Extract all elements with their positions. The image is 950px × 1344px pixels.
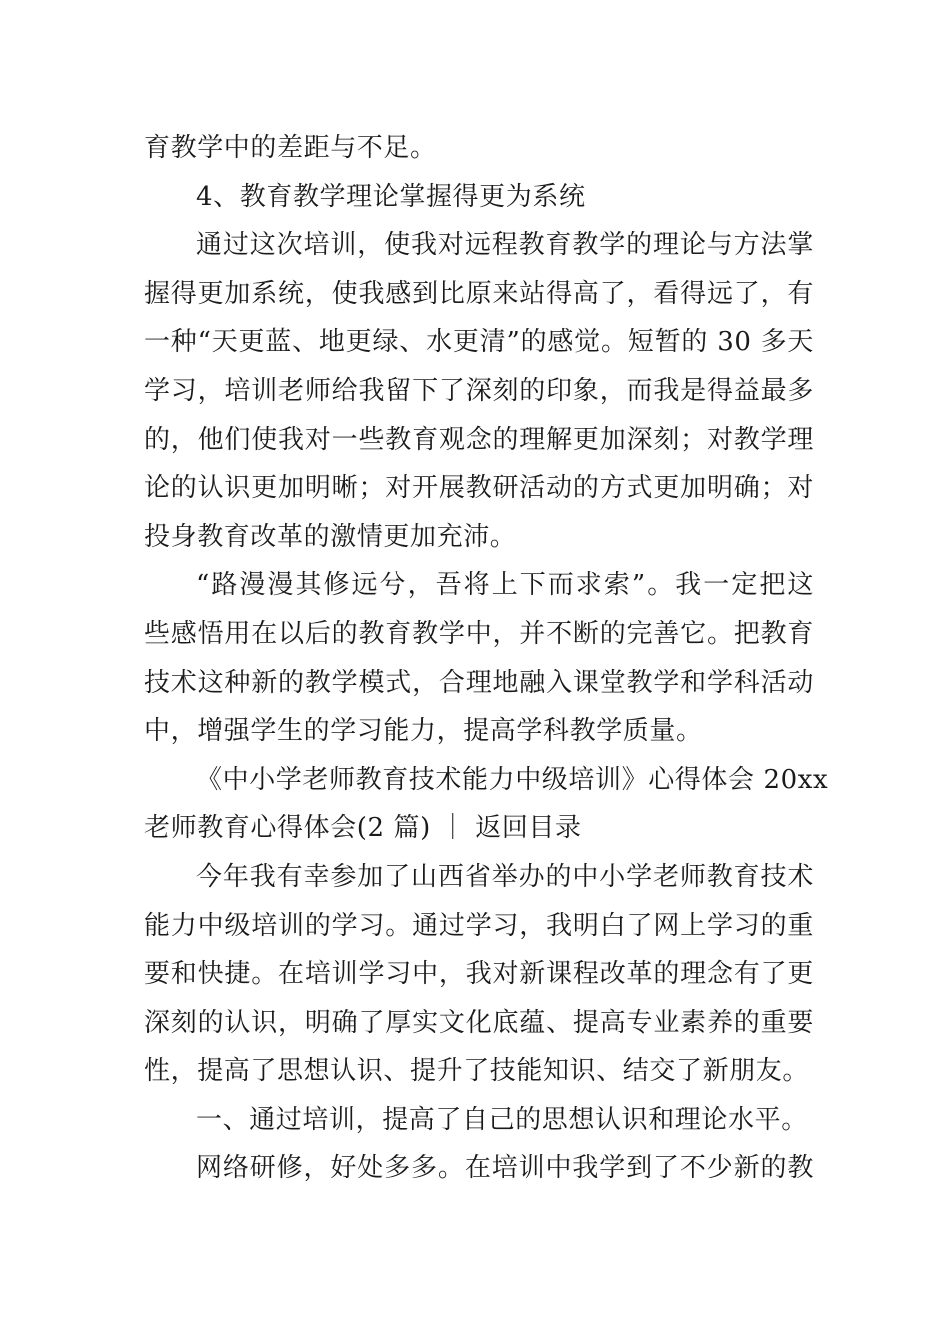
text-line: 要和快捷。在培训学习中，我对新课程改革的理念有了更	[144, 959, 814, 990]
article-title-link[interactable]: 《中小学老师教育技术能力中级培训》心得体会 20xx	[196, 764, 829, 795]
text-line: 通过这次培训，使我对远程教育教学的理论与方法掌	[196, 230, 814, 261]
text-line: 深刻的认识，明确了厚实文化底蕴、提高专业素养的重要	[144, 1007, 814, 1038]
text-line: 学习，培训老师给我留下了深刻的印象，而我是得益最多	[144, 375, 814, 406]
text-line: 网络研修，好处多多。在培训中我学到了不少新的教	[196, 1153, 814, 1184]
text-line: 的，他们使我对一些教育观念的理解更加深刻；对教学理	[144, 424, 814, 455]
return-to-contents-link[interactable]: 老师教育心得体会(2 篇) ｜ 返回目录	[144, 813, 582, 844]
section-heading: 一、通过培训，提高了自己的思想认识和理论水平。	[196, 1104, 808, 1135]
text-line: 一种“天更蓝、地更绿、水更清”的感觉。短暂的 30 多天	[144, 327, 814, 358]
text-line: 论的认识更加明晰；对开展教研活动的方式更加明确；对	[144, 473, 814, 504]
document-page	[144, 124, 829, 1193]
text-line: 能力中级培训的学习。通过学习，我明白了网上学习的重	[144, 910, 814, 941]
text-line: 些感悟用在以后的教育教学中，并不断的完善它。把教育	[144, 618, 814, 649]
section-heading: 4、教育教学理论掌握得更为系统	[196, 181, 586, 212]
text-line: 握得更加系统，使我感到比原来站得高了，看得远了，有	[144, 278, 814, 309]
text-line: 中，增强学生的学习能力，提高学科教学质量。	[144, 716, 703, 747]
text-line: “路漫漫其修远兮，吾将上下而求索”。我一定把这	[196, 570, 814, 601]
text-line: 投身教育改革的激情更加充沛。	[144, 521, 517, 552]
text-line: 今年我有幸参加了山西省举办的中小学老师教育技术	[196, 861, 814, 892]
text-line: 性，提高了思想认识、提升了技能知识、结交了新朋友。	[144, 1056, 810, 1087]
text-line: 技术这种新的教学模式，合理地融入课堂教学和学科活动	[144, 667, 814, 698]
text-line: 育教学中的差距与不足。	[144, 133, 437, 163]
